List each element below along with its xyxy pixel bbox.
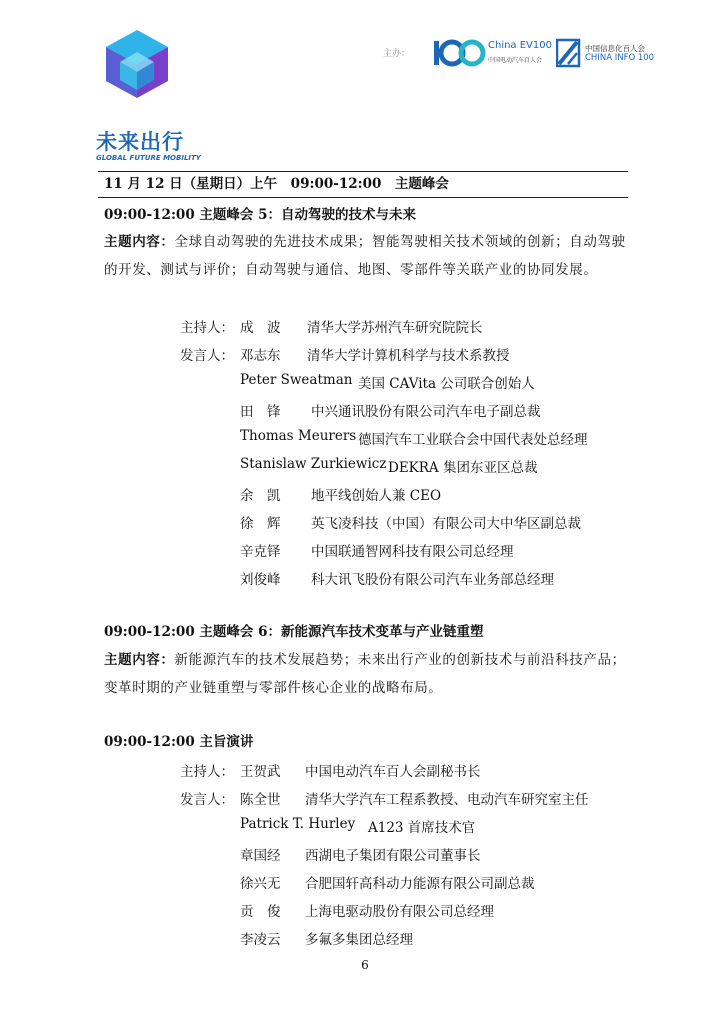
logo-english-text: GLOBAL FUTURE MOBILITY <box>96 154 201 162</box>
speaker-name: Thomas Meurers <box>240 428 357 444</box>
speaker-title: 清华大学计算机科学与技术系教授 <box>307 348 510 364</box>
host-title: 中国电动汽车百人会副秘书长 <box>305 764 481 780</box>
speaker-name: Patrick T. Hurley <box>240 816 356 832</box>
speaker-title: 中国联通智网科技有限公司总经理 <box>311 544 514 560</box>
info100-chinese-name: 中国信息化百人会 <box>585 44 645 53</box>
speaker-title: 合肥国轩高科动力能源有限公司副总裁 <box>305 876 535 892</box>
speaker-title: A123 首席技术官 <box>368 820 476 836</box>
speaker-name: 邓志东 <box>240 348 281 364</box>
speaker-name: 徐兴无 <box>240 876 281 892</box>
cube-logo-icon <box>104 28 170 100</box>
theme-label: 主题内容： <box>104 234 175 250</box>
ev100-title: China EV100 <box>488 40 552 51</box>
speaker-title: 美国 CAVita 公司联合创始人 <box>358 376 535 392</box>
speaker-name: 陈全世 <box>240 792 281 808</box>
speaker-name: Stanislaw Zurkiewicz <box>240 456 387 472</box>
sponsor-label: 主办： <box>383 49 411 59</box>
speaker-title: 清华大学汽车工程系教授、电动汽车研究室主任 <box>305 792 589 808</box>
speaker-name: 徐 辉 <box>240 516 281 532</box>
ev100-mark-icon <box>432 36 486 70</box>
speaker-name: 刘俊峰 <box>240 572 281 588</box>
speaker-title: 科大讯飞股份有限公司汽车业务部总经理 <box>311 572 554 588</box>
theme-text: 全球自动驾驶的先进技术成果；智能驾驶相关技术领域的创新；自动驾驶的开发、测试与评价；自动驾驶与通信、地图、零部件等关联产业的协同发展。 <box>104 234 626 278</box>
day-header: 11 月 12 日（星期日）上午 09:00-12:00 主题峰会 <box>104 176 449 192</box>
keynote-title: 09:00-12:00 主旨演讲 <box>104 734 254 750</box>
host-name: 王贺武 <box>240 764 281 780</box>
speaker-name: 辛克铎 <box>240 544 281 560</box>
future-mobility-logo <box>94 28 201 162</box>
session-5-title: 09:00-12:00 主题峰会 5：自动驾驶的技术与未来 <box>104 207 417 223</box>
host-label: 主持人： <box>180 320 234 336</box>
speaker-label: 发言人： <box>180 348 234 364</box>
host-title: 清华大学苏州汽车研究院院长 <box>307 320 483 336</box>
speaker-title: 多氟多集团总经理 <box>305 932 413 948</box>
speaker-name: 田 锋 <box>240 404 281 420</box>
speaker-title: 英飞凌科技（中国）有限公司大中华区副总裁 <box>311 516 581 532</box>
speaker-label: 发言人： <box>180 792 234 808</box>
info100-english-name: CHINA INFO 100 <box>585 53 655 63</box>
speaker-title: 中兴通讯股份有限公司汽车电子副总裁 <box>311 404 541 420</box>
session-6-title: 09:00-12:00 主题峰会 6：新能源汽车技术变革与产业链重塑 <box>104 624 484 640</box>
speaker-name: 章国经 <box>240 848 281 864</box>
top-divider <box>98 171 628 172</box>
speaker-title: 西湖电子集团有限公司董事长 <box>305 848 481 864</box>
theme-text: 新能源汽车的技术发展趋势；未来出行产业的创新技术与前沿科技产品；变革时期的产业链重塑与零部件核心企业的战略布局。 <box>104 652 626 696</box>
host-label: 主持人： <box>180 764 234 780</box>
logo-chinese-text: 未来出行 <box>96 130 184 154</box>
china-ev100-logo <box>432 36 552 70</box>
speaker-name: 贡 俊 <box>240 904 281 920</box>
speaker-name: 余 凯 <box>240 488 281 504</box>
session-6-theme <box>104 646 636 702</box>
speaker-name: 李凌云 <box>240 932 281 948</box>
speaker-title: 德国汽车工业联合会中国代表处总经理 <box>358 432 588 448</box>
theme-label: 主题内容： <box>104 652 175 668</box>
page-number: 6 <box>361 958 369 972</box>
china-info100-logo <box>556 38 666 70</box>
session-5-theme <box>104 228 636 284</box>
speaker-name: Peter Sweatman <box>240 372 353 388</box>
speaker-title: 上海电驱动股份有限公司总经理 <box>305 904 494 920</box>
speaker-title: 地平线创始人兼 CEO <box>311 488 442 504</box>
host-name: 成 波 <box>240 320 281 336</box>
day-header-divider <box>98 197 628 198</box>
info100-mark-icon <box>556 38 582 68</box>
speaker-title: DEKRA 集团东亚区总裁 <box>388 460 538 476</box>
ev100-subtitle: 中国电动汽车百人会 <box>488 57 543 64</box>
